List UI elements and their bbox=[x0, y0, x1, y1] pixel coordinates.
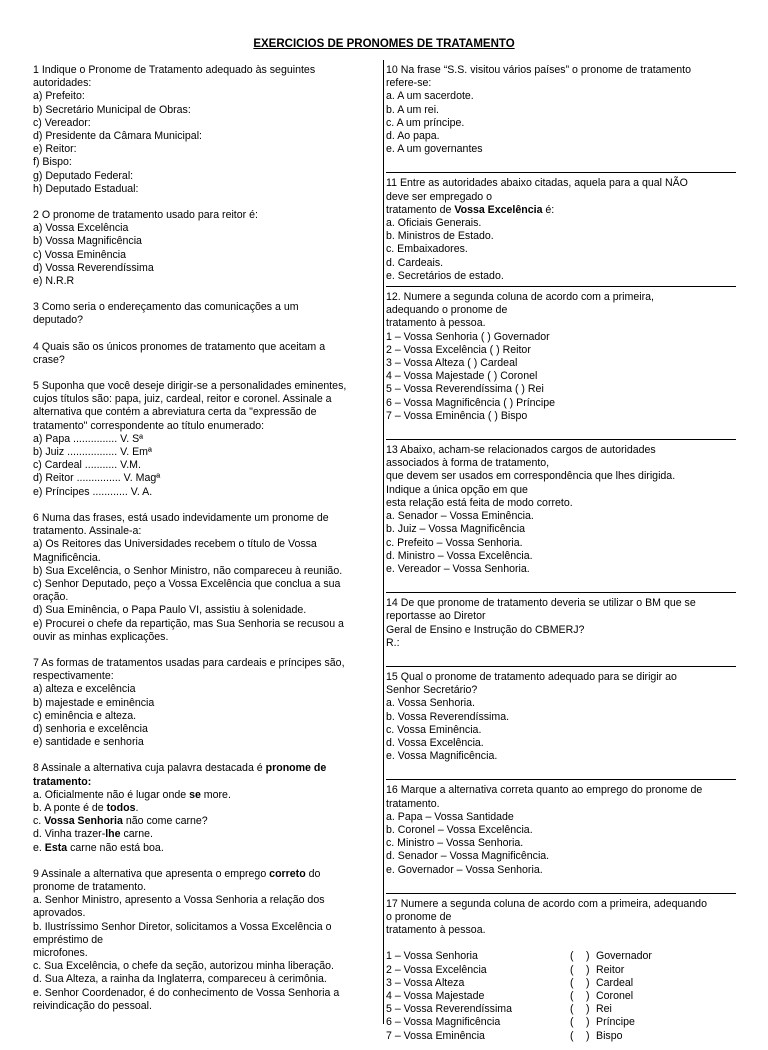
question-block bbox=[33, 657, 381, 749]
text-run: empréstimo de bbox=[33, 933, 104, 946]
text-run: b. Ministros de Estado. bbox=[386, 230, 494, 243]
text-run: . bbox=[135, 801, 139, 814]
text-run: c. Prefeito – Vossa Senhoria. bbox=[386, 536, 523, 549]
text-run: 16 Marque a alternativa correta quanto ao emprego do pronome de bbox=[386, 784, 703, 797]
text-run: refere-se: bbox=[386, 77, 432, 90]
text-run: que devem ser usados em correspondência que lhes dirigida. bbox=[386, 470, 676, 483]
text-line bbox=[386, 824, 736, 837]
text-line: h) Deputado Estadual: bbox=[33, 182, 139, 195]
text-run: esta relação está feita de modo correto. bbox=[386, 496, 573, 509]
text-line bbox=[386, 117, 736, 130]
text-line: g) Deputado Federal: bbox=[33, 169, 134, 182]
text-line bbox=[386, 410, 736, 423]
question-block bbox=[33, 64, 381, 196]
text-line: oração. bbox=[33, 591, 69, 604]
right-column bbox=[386, 64, 736, 1050]
text-line: crase? bbox=[33, 353, 65, 366]
matching-table bbox=[386, 950, 736, 1042]
text-line: c) Vereador: bbox=[33, 116, 91, 129]
bold-text: pronome de bbox=[265, 762, 327, 775]
match-right-item: Reitor bbox=[596, 963, 625, 976]
match-paren: ( bbox=[570, 989, 574, 1002]
match-paren: ) bbox=[586, 1016, 590, 1029]
text-run: 14 De que pronome de tratamento deveria se utilizar o BM que se bbox=[386, 597, 696, 610]
match-paren: ) bbox=[586, 976, 590, 989]
text-run: e. bbox=[33, 841, 45, 854]
text-line bbox=[386, 563, 736, 576]
text-line: deputado? bbox=[33, 314, 84, 327]
bold-text: tratamento: bbox=[33, 775, 92, 788]
text-run: d. Ao papa. bbox=[386, 130, 440, 143]
text-line bbox=[386, 291, 736, 304]
text-line bbox=[386, 470, 736, 483]
text-run: b. A um rei. bbox=[386, 103, 439, 116]
match-right-item: Governador bbox=[596, 950, 652, 963]
text-run: 6 – Vossa Magnificência ( ) Príncipe bbox=[386, 396, 555, 409]
text-run: 8 Assinale a alternativa cuja palavra destacada é bbox=[33, 762, 266, 775]
text-line bbox=[386, 143, 736, 156]
text-run: adequando o pronome de bbox=[386, 304, 508, 317]
text-line: c) eminência e alteza. bbox=[33, 709, 137, 722]
text-run: a. Senhor Ministro, apresento a Vossa Senhoria a relação dos bbox=[33, 894, 325, 907]
match-left-item: 4 – Vossa Majestade bbox=[386, 989, 485, 1002]
text-line bbox=[386, 204, 736, 217]
text-run: 1 – Vossa Senhoria ( ) Governador bbox=[386, 330, 550, 343]
text-line: tratamento. Assinale-a: bbox=[33, 525, 142, 538]
text-run: tratamento. bbox=[386, 797, 440, 810]
text-run: carne não está boa. bbox=[67, 841, 164, 854]
text-line bbox=[386, 811, 736, 824]
text-line bbox=[33, 947, 381, 960]
text-line: c) Cardeal ........... V.M. bbox=[33, 459, 141, 472]
text-line bbox=[33, 973, 381, 986]
text-run: d. Cardeais. bbox=[386, 256, 444, 269]
text-run: 10 Na frase “S.S. visitou vários países” o pronome de tratamento bbox=[386, 64, 692, 76]
text-run: 5 – Vossa Reverendíssima ( ) Rei bbox=[386, 383, 544, 396]
text-line: 3 Como seria o endereçamento das comunicações a um bbox=[33, 301, 299, 314]
text-run: e. Senhor Coordenador, é do conhecimento de Vossa Senhoria a bbox=[33, 986, 340, 999]
text-run: b. Vossa Reverendíssima. bbox=[386, 710, 510, 723]
match-paren: ( bbox=[570, 1003, 574, 1016]
match-paren: ) bbox=[586, 1003, 590, 1016]
text-line bbox=[386, 77, 736, 90]
match-paren: ) bbox=[586, 989, 590, 1002]
text-run: associados à forma de tratamento, bbox=[386, 457, 550, 470]
text-line bbox=[386, 257, 736, 270]
text-run: c. Sua Excelência, o chefe da seção, autorizou minha liberação. bbox=[33, 960, 334, 973]
text-line bbox=[33, 1000, 381, 1013]
text-line bbox=[386, 763, 736, 776]
match-right-item: Cardeal bbox=[596, 976, 634, 989]
text-line: 2 O pronome de tratamento usado para reitor é: bbox=[33, 209, 258, 222]
text-line bbox=[386, 484, 736, 497]
bold-text: correto bbox=[269, 867, 306, 880]
text-line: 4 Quais são os únicos pronomes de tratamento que aceitam a bbox=[33, 340, 326, 353]
text-run: e. Secretários de estado. bbox=[386, 269, 504, 282]
match-right-item: Rei bbox=[596, 1003, 612, 1016]
question-block bbox=[386, 444, 736, 593]
text-line bbox=[386, 90, 736, 103]
text-line: b) majestade e eminência bbox=[33, 696, 155, 709]
text-run: d. Sua Alteza, a rainha da Inglaterra, compareceu à cerimônia. bbox=[33, 973, 327, 986]
text-run: tratamento à pessoa. bbox=[386, 317, 486, 330]
text-line bbox=[386, 911, 736, 924]
text-line: f) Bispo: bbox=[33, 156, 72, 169]
text-run: reivindicação do pessoal. bbox=[33, 999, 152, 1012]
match-right-item: Coronel bbox=[596, 989, 634, 1002]
text-line bbox=[386, 650, 736, 663]
text-line: 6 Numa das frases, está usado indevidamente um pronome de bbox=[33, 511, 329, 524]
question-block bbox=[33, 301, 381, 327]
text-line: d) Sua Eminência, o Papa Paulo VI, assistiu à solenidade. bbox=[33, 604, 307, 617]
text-line bbox=[386, 423, 736, 436]
match-left-item: 7 – Vossa Eminência bbox=[386, 1029, 485, 1042]
question-block bbox=[33, 512, 381, 644]
text-line bbox=[33, 934, 381, 947]
text-line: alternativa que contém a abreviatura certa da "expressão de bbox=[33, 406, 317, 419]
text-line: c) Senhor Deputado, peço a Vossa Excelência que conclua a sua bbox=[33, 577, 341, 590]
text-line bbox=[386, 724, 736, 737]
text-line: d) Vossa Reverendíssima bbox=[33, 261, 154, 274]
question-block bbox=[33, 209, 381, 288]
text-run: 3 – Vossa Alteza ( ) Cardeal bbox=[386, 357, 518, 370]
text-line bbox=[386, 924, 736, 937]
text-line bbox=[386, 304, 736, 317]
text-run: 11 Entre as autoridades abaixo citadas, aquela para a qual NÃO bbox=[386, 177, 688, 190]
text-line: b) Secretário Municipal de Obras: bbox=[33, 103, 191, 116]
text-line bbox=[386, 344, 736, 357]
text-line bbox=[386, 737, 736, 750]
text-line: 5 Suponha que você deseje dirigir-se a personalidades eminentes, bbox=[33, 380, 347, 393]
text-line bbox=[33, 802, 381, 815]
text-run: a. Oficialmente não é lugar onde bbox=[33, 788, 190, 801]
text-run: 17 Numere a segunda coluna de acordo com a primeira, adequando bbox=[386, 897, 707, 910]
text-line: c) Vossa Eminência bbox=[33, 248, 127, 261]
match-left-item: 5 – Vossa Reverendíssima bbox=[386, 1003, 513, 1016]
match-paren: ( bbox=[570, 963, 574, 976]
text-run: Indique a única opção em que bbox=[386, 483, 528, 496]
text-line: e) Príncipes ............ V. A. bbox=[33, 485, 153, 498]
match-right-item: Príncipe bbox=[596, 1016, 635, 1029]
text-line bbox=[386, 177, 736, 190]
match-left-item: 1 – Vossa Senhoria bbox=[386, 950, 478, 963]
match-left-item: 3 – Vossa Alteza bbox=[386, 976, 465, 989]
text-line bbox=[33, 789, 381, 802]
text-line bbox=[33, 868, 381, 881]
text-line: autoridades: bbox=[33, 77, 92, 90]
text-line bbox=[386, 798, 736, 811]
bold-text: se bbox=[189, 788, 201, 801]
match-paren: ( bbox=[570, 1016, 574, 1029]
text-run: e. Vossa Magnificência. bbox=[386, 750, 498, 763]
text-line bbox=[386, 637, 736, 650]
text-run: 9 Assinale a alternativa que apresenta o emprego bbox=[33, 867, 270, 880]
text-line: b) Juiz ................. V. Emª bbox=[33, 446, 152, 459]
text-run: d. Vinha trazer- bbox=[33, 828, 106, 841]
text-line bbox=[386, 550, 736, 563]
text-line bbox=[386, 864, 736, 877]
text-line: respectivamente: bbox=[33, 670, 114, 683]
text-run: tratamento à pessoa. bbox=[386, 924, 486, 937]
text-run: d. Senador – Vossa Magnificência. bbox=[386, 850, 550, 863]
question-block bbox=[386, 291, 736, 440]
text-line: e) Procurei o chefe da repartição, mas Sua Senhoria se recusou a bbox=[33, 617, 344, 630]
text-run: o pronome de bbox=[386, 910, 452, 923]
text-run: c. Ministro – Vossa Senhoria. bbox=[386, 837, 524, 850]
match-left-item: 6 – Vossa Magnificência bbox=[386, 1016, 501, 1029]
text-line: a) Os Reitores das Universidades recebem o título de Vossa bbox=[33, 538, 317, 551]
text-line bbox=[386, 217, 736, 230]
text-run: 4 – Vossa Majestade ( ) Coronel bbox=[386, 370, 538, 383]
bold-text: Vossa Excelência bbox=[454, 203, 543, 216]
text-line bbox=[386, 697, 736, 710]
question-block bbox=[386, 784, 736, 893]
text-line: b) Sua Excelência, o Senhor Ministro, não compareceu à reunião. bbox=[33, 564, 343, 577]
text-run: d. Vossa Excelência. bbox=[386, 736, 484, 749]
match-right-item: Bispo bbox=[596, 1029, 623, 1042]
text-run: aprovados. bbox=[33, 907, 86, 920]
text-line bbox=[386, 64, 736, 77]
text-run: 13 Abaixo, acham-se relacionados cargos de autoridades bbox=[386, 444, 656, 457]
question-block bbox=[33, 341, 381, 367]
bold-text: lhe bbox=[105, 828, 121, 841]
text-run: e. A um governantes bbox=[386, 143, 483, 156]
text-line: a) Prefeito: bbox=[33, 90, 85, 103]
text-line bbox=[386, 877, 736, 890]
text-line: d) senhoria e excelência bbox=[33, 722, 148, 735]
text-line bbox=[386, 357, 736, 370]
text-run: c. A um príncipe. bbox=[386, 116, 465, 129]
question-block bbox=[386, 597, 736, 667]
text-run: não come carne? bbox=[122, 815, 208, 828]
text-line bbox=[386, 243, 736, 256]
text-line bbox=[386, 497, 736, 510]
text-run: b. Ilustríssimo Senhor Diretor, solicitamos a Vossa Excelência o bbox=[33, 920, 332, 933]
text-line bbox=[33, 776, 381, 789]
text-run: b. Coronel – Vossa Excelência. bbox=[386, 823, 533, 836]
text-run: a. A um sacerdote. bbox=[386, 90, 474, 103]
match-paren: ) bbox=[586, 963, 590, 976]
text-line bbox=[386, 937, 736, 950]
text-line bbox=[386, 444, 736, 457]
text-line: 7 As formas de tratamentos usadas para cardeais e príncipes são, bbox=[33, 656, 345, 669]
text-line bbox=[386, 537, 736, 550]
text-run: é: bbox=[542, 203, 555, 216]
text-line bbox=[386, 684, 736, 697]
text-line bbox=[386, 610, 736, 623]
text-line bbox=[386, 156, 736, 169]
text-line bbox=[386, 711, 736, 724]
text-run: a. Senador – Vossa Eminência. bbox=[386, 510, 534, 523]
text-line: b) Vossa Magnificência bbox=[33, 235, 142, 248]
bold-text: Esta bbox=[44, 841, 68, 854]
text-run: 12. Numere a segunda coluna de acordo com a primeira, bbox=[386, 291, 654, 304]
text-line bbox=[33, 842, 381, 855]
text-line bbox=[386, 597, 736, 610]
text-line bbox=[386, 270, 736, 283]
text-run: a. Papa – Vossa Santidade bbox=[386, 810, 514, 823]
text-line bbox=[33, 921, 381, 934]
match-paren: ) bbox=[586, 1029, 590, 1042]
text-run: tratamento de bbox=[386, 203, 455, 216]
text-line bbox=[33, 894, 381, 907]
question-block bbox=[33, 762, 381, 854]
text-run: 2 – Vossa Excelência ( ) Reitor bbox=[386, 343, 531, 356]
text-run: a. Vossa Senhoria. bbox=[386, 697, 475, 710]
text-run: Senhor Secretário? bbox=[386, 684, 478, 697]
text-run: b. Juiz – Vossa Magnificência bbox=[386, 523, 525, 536]
text-line: e) santidade e senhoria bbox=[33, 736, 144, 749]
question-block bbox=[386, 64, 736, 173]
text-run: c. Vossa Eminência. bbox=[386, 723, 482, 736]
match-paren: ( bbox=[570, 1029, 574, 1042]
text-line bbox=[386, 837, 736, 850]
question-block bbox=[386, 177, 736, 287]
match-paren: ( bbox=[570, 976, 574, 989]
text-line bbox=[386, 898, 736, 911]
text-run: b. A ponte é de bbox=[33, 801, 107, 814]
match-left-item: 2 – Vossa Excelência bbox=[386, 963, 487, 976]
text-line: e) N.R.R bbox=[33, 275, 75, 288]
text-line bbox=[386, 523, 736, 536]
text-line bbox=[386, 510, 736, 523]
bold-text: Vossa Senhoria bbox=[44, 815, 123, 828]
text-line: Magnificência. bbox=[33, 551, 101, 564]
match-paren: ) bbox=[586, 950, 590, 963]
text-line bbox=[386, 624, 736, 637]
left-column bbox=[33, 64, 381, 1026]
text-line bbox=[386, 317, 736, 330]
text-line bbox=[386, 331, 736, 344]
text-line bbox=[33, 987, 381, 1000]
question-block bbox=[386, 671, 736, 780]
text-run: 15 Qual o pronome de tratamento adequado para se dirigir ao bbox=[386, 670, 677, 683]
text-run: c. bbox=[33, 815, 45, 828]
text-run: a. Oficiais Generais. bbox=[386, 217, 482, 230]
text-line: d) Reitor ............... V. Magª bbox=[33, 472, 161, 485]
text-line bbox=[386, 230, 736, 243]
text-line: d) Presidente da Câmara Municipal: bbox=[33, 130, 202, 143]
text-line bbox=[33, 960, 381, 973]
text-line bbox=[33, 907, 381, 920]
text-run: Geral de Ensino e Instrução do CBMERJ? bbox=[386, 623, 585, 636]
text-run: c. Embaixadores. bbox=[386, 243, 468, 256]
text-line: e) Reitor: bbox=[33, 143, 77, 156]
text-line bbox=[386, 784, 736, 797]
text-line: 1 Indique o Pronome de Tratamento adequado às seguintes bbox=[33, 64, 316, 76]
text-run: e. Vereador – Vossa Senhoria. bbox=[386, 562, 530, 575]
text-line bbox=[386, 850, 736, 863]
text-line bbox=[386, 457, 736, 470]
text-line bbox=[386, 397, 736, 410]
text-line bbox=[386, 104, 736, 117]
text-line bbox=[386, 576, 736, 589]
text-line bbox=[33, 815, 381, 828]
text-line bbox=[33, 762, 381, 775]
text-run: carne. bbox=[120, 828, 153, 841]
text-line bbox=[33, 828, 381, 841]
question-block bbox=[33, 868, 381, 1013]
text-run: pronome de tratamento. bbox=[33, 880, 147, 893]
column-divider bbox=[383, 60, 384, 1024]
text-run: 7 – Vossa Eminência ( ) Bispo bbox=[386, 409, 528, 422]
text-line: a) alteza e excelência bbox=[33, 683, 136, 696]
match-paren: ( bbox=[570, 950, 574, 963]
text-run: more. bbox=[200, 788, 231, 801]
text-line: tratamento" correspondente ao título enumerado: bbox=[33, 419, 265, 432]
page-title: EXERCICIOS DE PRONOMES DE TRATAMENTO bbox=[253, 38, 515, 50]
text-line: ouvir as minhas explicações. bbox=[33, 630, 169, 643]
text-line bbox=[386, 130, 736, 143]
text-line bbox=[33, 881, 381, 894]
text-run: do bbox=[305, 867, 321, 880]
text-line: a) Vossa Excelência bbox=[33, 222, 129, 235]
text-run: microfones. bbox=[33, 946, 88, 959]
text-run: R.: bbox=[386, 636, 400, 649]
text-line bbox=[386, 750, 736, 763]
text-line: cujos títulos são: papa, juiz, cardeal, reitor e coronel. Assinale a bbox=[33, 393, 332, 406]
text-run: d. Ministro – Vossa Excelência. bbox=[386, 549, 533, 562]
text-line bbox=[386, 671, 736, 684]
text-line bbox=[386, 191, 736, 204]
text-line: a) Papa ............... V. Sª bbox=[33, 432, 144, 445]
text-run: reportasse ao Diretor bbox=[386, 610, 486, 623]
bold-text: todos bbox=[106, 801, 136, 814]
text-line bbox=[386, 370, 736, 383]
text-run: e. Governador – Vossa Senhoria. bbox=[386, 863, 543, 876]
question-block bbox=[33, 380, 381, 499]
text-line bbox=[386, 383, 736, 396]
text-run: deve ser empregado o bbox=[386, 190, 493, 203]
